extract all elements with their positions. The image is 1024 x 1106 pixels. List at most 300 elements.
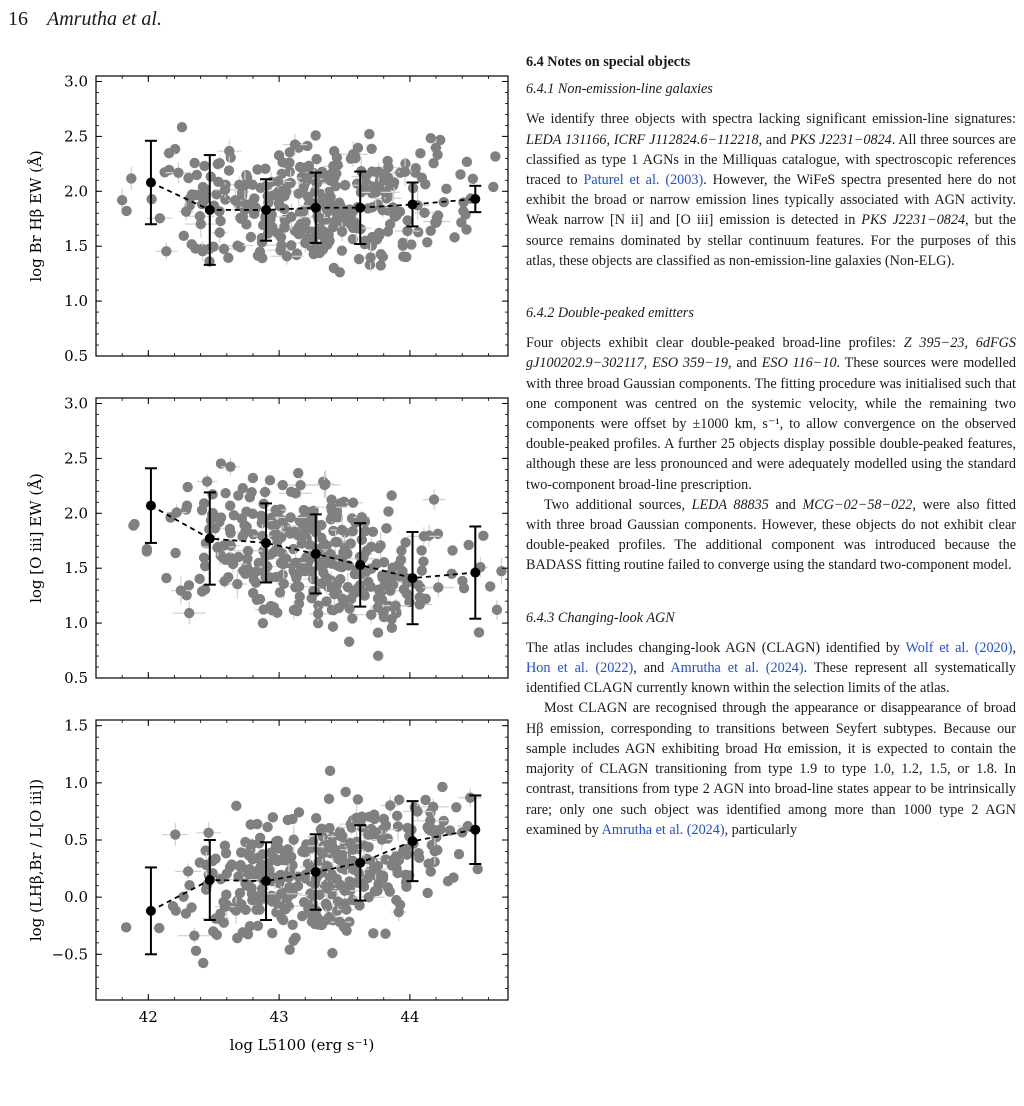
data-point bbox=[238, 483, 248, 493]
y-tick-label: 0.5 bbox=[64, 669, 88, 687]
data-point bbox=[391, 857, 401, 867]
data-point bbox=[293, 189, 303, 199]
data-point bbox=[287, 920, 297, 930]
data-point bbox=[353, 143, 363, 153]
data-point bbox=[286, 212, 296, 222]
data-point bbox=[392, 868, 402, 878]
data-point bbox=[478, 531, 488, 541]
data-point bbox=[376, 249, 386, 259]
data-point bbox=[340, 899, 350, 909]
data-point bbox=[288, 834, 298, 844]
data-point bbox=[369, 862, 379, 872]
data-point bbox=[129, 519, 139, 529]
data-point bbox=[400, 167, 410, 177]
data-point bbox=[288, 883, 298, 893]
data-point bbox=[290, 558, 300, 568]
data-point bbox=[278, 480, 288, 490]
data-point bbox=[224, 146, 234, 156]
data-point bbox=[447, 545, 457, 555]
x-tick-label: 42 bbox=[138, 1008, 158, 1026]
data-point bbox=[191, 946, 201, 956]
data-point bbox=[262, 562, 272, 572]
data-point bbox=[372, 199, 382, 209]
data-point bbox=[454, 849, 464, 859]
y-tick-label: 1.5 bbox=[64, 237, 88, 256]
data-point bbox=[385, 800, 395, 810]
data-point bbox=[360, 526, 370, 536]
data-point bbox=[374, 230, 384, 240]
data-point bbox=[422, 822, 432, 832]
data-point bbox=[215, 216, 225, 226]
data-point bbox=[199, 498, 209, 508]
data-point bbox=[426, 133, 436, 143]
subsection-title-double-peaked: 6.4.2 Double-peaked emitters bbox=[526, 305, 694, 322]
data-point bbox=[416, 545, 426, 555]
data-point bbox=[266, 601, 276, 611]
data-point bbox=[225, 462, 235, 472]
data-point bbox=[417, 566, 427, 576]
data-point bbox=[492, 605, 502, 615]
data-point bbox=[428, 802, 438, 812]
data-point bbox=[240, 569, 250, 579]
data-point bbox=[189, 930, 199, 940]
data-point bbox=[117, 195, 127, 205]
data-point bbox=[164, 165, 174, 175]
data-point bbox=[340, 549, 350, 559]
data-point bbox=[395, 900, 405, 910]
data-point bbox=[335, 880, 345, 890]
data-point bbox=[170, 829, 180, 839]
data-point bbox=[199, 195, 209, 205]
data-point bbox=[372, 886, 382, 896]
data-point bbox=[328, 621, 338, 631]
data-point bbox=[245, 921, 255, 931]
data-point bbox=[241, 219, 251, 229]
data-point bbox=[258, 618, 268, 628]
data-point bbox=[161, 573, 171, 583]
data-point bbox=[199, 161, 209, 171]
y-tick-label: 1.0 bbox=[64, 773, 88, 792]
data-point bbox=[121, 922, 131, 932]
data-point bbox=[441, 184, 451, 194]
data-point bbox=[324, 881, 334, 891]
data-point bbox=[381, 523, 391, 533]
data-point bbox=[375, 593, 385, 603]
data-point bbox=[422, 888, 432, 898]
data-point bbox=[387, 623, 397, 633]
data-point bbox=[472, 864, 482, 874]
y-tick-label: 3.0 bbox=[64, 394, 88, 413]
object-name: PKS J2231−0824 bbox=[790, 131, 892, 148]
data-point bbox=[219, 244, 229, 254]
data-point bbox=[263, 191, 273, 201]
y-tick-label: 1.5 bbox=[64, 716, 88, 735]
citation-link[interactable]: Hon et al. (2022) bbox=[526, 660, 634, 677]
data-point bbox=[183, 173, 193, 183]
data-point bbox=[316, 533, 326, 543]
data-point bbox=[225, 862, 235, 872]
paragraph-double-peaked-2: Two additional sources, LEDA 88835 and MCG−02−58−022, were also fitted with three broad Gaussian components. However, these objects do not exhibit clear double-peaked profiles. The additional component was introduced because the BADASS fitting routine failed to converge using the standard two-component model. bbox=[526, 496, 1016, 574]
binned-median-point bbox=[408, 573, 418, 583]
data-point bbox=[245, 492, 255, 502]
data-point bbox=[370, 181, 380, 191]
data-point bbox=[216, 512, 226, 522]
scatter-points bbox=[128, 458, 506, 661]
data-point bbox=[348, 498, 358, 508]
data-point bbox=[303, 191, 313, 201]
data-point bbox=[290, 139, 300, 149]
data-point bbox=[275, 245, 285, 255]
data-point bbox=[297, 911, 307, 921]
binned-median-point bbox=[355, 858, 365, 868]
data-point bbox=[334, 603, 344, 613]
data-point bbox=[414, 853, 424, 863]
y-tick-label: −0.5 bbox=[51, 945, 88, 964]
data-point bbox=[207, 509, 217, 519]
data-point bbox=[378, 607, 388, 617]
y-tick-label: 0.5 bbox=[64, 831, 88, 849]
data-point bbox=[236, 899, 246, 909]
data-point bbox=[276, 232, 286, 242]
data-point bbox=[223, 253, 233, 263]
object-names: Z 395−23, 6dFGS gJ100202.9−302117, ESO 359−19 bbox=[526, 335, 1016, 372]
data-point bbox=[190, 243, 200, 253]
object-names: LEDA 131166, ICRF J112824.6−112218 bbox=[526, 131, 759, 148]
data-point bbox=[154, 923, 164, 933]
data-point bbox=[215, 227, 225, 237]
data-point bbox=[360, 516, 370, 526]
data-point bbox=[432, 150, 442, 160]
data-point bbox=[324, 794, 334, 804]
y-tick-label: 2.0 bbox=[64, 504, 88, 523]
y-tick-label: 3.0 bbox=[64, 72, 88, 91]
data-point bbox=[195, 211, 205, 221]
citation-link[interactable]: Wolf et al. (2020) bbox=[905, 639, 1013, 656]
data-point bbox=[422, 237, 432, 247]
data-point bbox=[337, 226, 347, 236]
data-point bbox=[262, 822, 272, 832]
data-point bbox=[182, 482, 192, 492]
data-point bbox=[295, 162, 305, 172]
data-point bbox=[332, 580, 342, 590]
data-point bbox=[194, 574, 204, 584]
data-point bbox=[313, 609, 323, 619]
citation-link[interactable]: Paturel et al. (2003) bbox=[583, 172, 704, 189]
data-point bbox=[429, 494, 439, 504]
data-point bbox=[458, 206, 468, 216]
axes-frame bbox=[96, 720, 508, 1000]
data-point bbox=[292, 248, 302, 258]
data-point bbox=[413, 227, 423, 237]
data-point bbox=[465, 793, 475, 803]
binned-median-point bbox=[146, 501, 156, 511]
data-point bbox=[202, 476, 212, 486]
data-point bbox=[254, 838, 264, 848]
data-point bbox=[324, 236, 334, 246]
data-point bbox=[285, 945, 295, 955]
data-point bbox=[214, 158, 224, 168]
data-point bbox=[451, 802, 461, 812]
data-point bbox=[311, 130, 321, 140]
x-tick-label: 43 bbox=[269, 1008, 289, 1026]
data-point bbox=[318, 567, 328, 577]
data-point bbox=[379, 814, 389, 824]
data-point bbox=[321, 899, 331, 909]
data-point bbox=[459, 583, 469, 593]
data-point bbox=[219, 540, 229, 550]
binned-median-point bbox=[205, 875, 215, 885]
data-point bbox=[278, 559, 288, 569]
y-tick-label: 1.0 bbox=[64, 614, 88, 633]
data-point bbox=[242, 522, 252, 532]
data-point bbox=[490, 151, 500, 161]
data-point bbox=[335, 267, 345, 277]
data-point bbox=[348, 526, 358, 536]
data-point bbox=[396, 555, 406, 565]
data-point bbox=[419, 531, 429, 541]
subsection-title-clagn: 6.4.3 Changing-look AGN bbox=[526, 609, 675, 626]
data-point bbox=[173, 168, 183, 178]
data-point bbox=[121, 206, 131, 216]
data-point bbox=[449, 232, 459, 242]
data-point bbox=[142, 546, 152, 556]
data-point bbox=[212, 930, 222, 940]
data-point bbox=[290, 582, 300, 592]
data-point bbox=[186, 902, 196, 912]
data-point bbox=[164, 148, 174, 158]
data-point bbox=[299, 897, 309, 907]
y-tick-label: 0.5 bbox=[64, 347, 88, 365]
subsection-title-non-elg: 6.4.1 Non-emission-line galaxies bbox=[526, 81, 713, 98]
data-point bbox=[182, 500, 192, 510]
data-point bbox=[400, 537, 410, 547]
data-point bbox=[373, 585, 383, 595]
binned-median-point bbox=[205, 534, 215, 544]
y-tick-label: 2.0 bbox=[64, 182, 88, 201]
data-point bbox=[369, 814, 379, 824]
data-point bbox=[218, 552, 228, 562]
citation-link[interactable]: Amrutha et al. (2024) bbox=[601, 821, 725, 838]
data-point bbox=[311, 813, 321, 823]
data-point bbox=[277, 569, 287, 579]
binned-median-point bbox=[146, 906, 156, 916]
data-point bbox=[274, 843, 284, 853]
data-point bbox=[337, 245, 347, 255]
data-point bbox=[271, 519, 281, 529]
data-point bbox=[285, 167, 295, 177]
binned-median-point bbox=[261, 205, 271, 215]
y-tick-label: 1.5 bbox=[64, 559, 88, 578]
data-point bbox=[327, 948, 337, 958]
data-point bbox=[341, 925, 351, 935]
data-point bbox=[402, 215, 412, 225]
data-point bbox=[330, 181, 340, 191]
data-point bbox=[220, 488, 230, 498]
paragraph-non-elg: We identify three objects with spectra lacking significant emission-line signatures: LEDA 131166, ICRF J112824.6−112218, and PKS J2231−0824. All three sources are classified as type 1 AGNs in the Milliquas catalogue, with spectroscopic references traced to Paturel et al. (2003). However, the WiFeS spectra presented here do not exhibit the broad or narrow emission lines typically associated with AGN activity. Weak narrow [N ii] and [O iii] emission is detected in PKS J2231−0824, but the source remains dominated by stellar continuum features. For the purposes of this atlas, these objects are classified as non-emission-line galaxies (Non-ELG). bbox=[526, 111, 1017, 269]
data-point bbox=[203, 828, 213, 838]
data-point bbox=[248, 509, 258, 519]
data-point bbox=[462, 157, 472, 167]
binned-median-point bbox=[311, 203, 321, 213]
data-point bbox=[268, 895, 278, 905]
data-point bbox=[325, 766, 335, 776]
data-point bbox=[433, 529, 443, 539]
binned-median-point bbox=[470, 568, 480, 578]
data-point bbox=[378, 871, 388, 881]
data-point bbox=[295, 592, 305, 602]
binned-median-point bbox=[408, 836, 418, 846]
data-point bbox=[368, 928, 378, 938]
data-point bbox=[344, 637, 354, 647]
citation-link[interactable]: Amrutha et al. (2024) bbox=[670, 660, 804, 677]
data-point bbox=[316, 520, 326, 530]
data-point bbox=[232, 579, 242, 589]
binned-median-point bbox=[146, 178, 156, 188]
data-point bbox=[326, 838, 336, 848]
data-point bbox=[286, 852, 296, 862]
data-point bbox=[197, 586, 207, 596]
data-point bbox=[353, 794, 363, 804]
data-point bbox=[340, 180, 350, 190]
data-point bbox=[321, 915, 331, 925]
data-point bbox=[286, 487, 296, 497]
page-number: 16 bbox=[8, 8, 28, 30]
data-point bbox=[271, 505, 281, 515]
data-point bbox=[225, 500, 235, 510]
data-point bbox=[398, 251, 408, 261]
data-point bbox=[433, 582, 443, 592]
data-point bbox=[273, 176, 283, 186]
data-point bbox=[126, 173, 136, 183]
data-point bbox=[176, 585, 186, 595]
paragraph-clagn-1: The atlas includes changing-look AGN (CLAGN) identified by Wolf et al. (2020), Hon et al. (2022), and Amrutha et al. (2024). These represent all systematically identified CLAGN currently known within the selection limits of the atlas. bbox=[526, 639, 1016, 697]
data-point bbox=[420, 179, 430, 189]
data-point bbox=[269, 547, 279, 557]
binned-median-point bbox=[408, 199, 418, 209]
scatter-points bbox=[121, 766, 483, 968]
data-point bbox=[240, 180, 250, 190]
chart-panel-1 bbox=[27, 72, 508, 365]
data-point bbox=[288, 936, 298, 946]
data-point bbox=[252, 819, 262, 829]
binned-median-point bbox=[355, 203, 365, 213]
data-point bbox=[354, 900, 364, 910]
data-point bbox=[267, 928, 277, 938]
data-point bbox=[187, 189, 197, 199]
data-point bbox=[370, 827, 380, 837]
data-point bbox=[171, 905, 181, 915]
x-axis-label: log L5100 (erg s⁻¹) bbox=[229, 1036, 375, 1054]
data-point bbox=[353, 583, 363, 593]
data-point bbox=[248, 473, 258, 483]
data-point bbox=[365, 252, 375, 262]
y-tick-label: 0.0 bbox=[64, 888, 88, 907]
binned-median-point bbox=[355, 560, 365, 570]
data-point bbox=[230, 195, 240, 205]
data-point bbox=[170, 548, 180, 558]
data-point bbox=[198, 958, 208, 968]
data-point bbox=[337, 594, 347, 604]
scatter-points bbox=[117, 122, 501, 277]
data-point bbox=[329, 217, 339, 227]
data-point bbox=[181, 206, 191, 216]
data-point bbox=[289, 605, 299, 615]
binned-median-point bbox=[470, 825, 480, 835]
object-name: PKS J2231−0824 bbox=[861, 212, 966, 229]
data-point bbox=[354, 868, 364, 878]
data-point bbox=[247, 198, 257, 208]
data-point bbox=[270, 873, 280, 883]
data-point bbox=[366, 144, 376, 154]
y-tick-label: 2.5 bbox=[64, 449, 88, 468]
data-point bbox=[372, 167, 382, 177]
data-point bbox=[237, 862, 247, 872]
data-point bbox=[276, 532, 286, 542]
data-point bbox=[488, 182, 498, 192]
data-point bbox=[280, 904, 290, 914]
data-point bbox=[293, 530, 303, 540]
data-point bbox=[233, 552, 243, 562]
object-name: MCG−02−58−022 bbox=[802, 496, 913, 513]
data-point bbox=[366, 542, 376, 552]
data-point bbox=[364, 129, 374, 139]
section-title: 6.4 Notes on special objects bbox=[526, 54, 691, 70]
data-point bbox=[225, 528, 235, 538]
data-point bbox=[268, 812, 278, 822]
data-point bbox=[383, 172, 393, 182]
data-point bbox=[252, 164, 262, 174]
data-point bbox=[426, 866, 436, 876]
binned-median-point bbox=[205, 205, 215, 215]
data-point bbox=[329, 146, 339, 156]
data-point bbox=[376, 260, 386, 270]
data-point bbox=[235, 888, 245, 898]
data-point bbox=[253, 853, 263, 863]
data-point bbox=[411, 163, 421, 173]
data-point bbox=[344, 603, 354, 613]
binned-median-point bbox=[311, 867, 321, 877]
object-name: ESO 116−10 bbox=[761, 355, 837, 372]
data-point bbox=[290, 569, 300, 579]
data-point bbox=[463, 540, 473, 550]
data-point bbox=[386, 490, 396, 500]
data-point bbox=[379, 557, 389, 567]
data-point bbox=[317, 849, 327, 859]
data-point bbox=[254, 896, 264, 906]
data-point bbox=[366, 610, 376, 620]
data-point bbox=[218, 897, 228, 907]
data-point bbox=[398, 238, 408, 248]
data-point bbox=[313, 212, 323, 222]
data-point bbox=[179, 231, 189, 241]
data-point bbox=[332, 537, 342, 547]
data-point bbox=[485, 581, 495, 591]
data-point bbox=[415, 148, 425, 158]
data-point bbox=[189, 158, 199, 168]
data-point bbox=[347, 216, 357, 226]
data-point bbox=[426, 226, 436, 236]
y-axis-label: log Br Hβ EW (Å) bbox=[27, 150, 45, 282]
data-point bbox=[308, 586, 318, 596]
object-name: LEDA 88835 bbox=[691, 496, 769, 513]
data-point bbox=[317, 831, 327, 841]
data-point bbox=[337, 525, 347, 535]
data-point bbox=[443, 876, 453, 886]
data-point bbox=[383, 882, 393, 892]
data-point bbox=[474, 627, 484, 637]
data-point bbox=[246, 232, 256, 242]
data-point bbox=[430, 846, 440, 856]
